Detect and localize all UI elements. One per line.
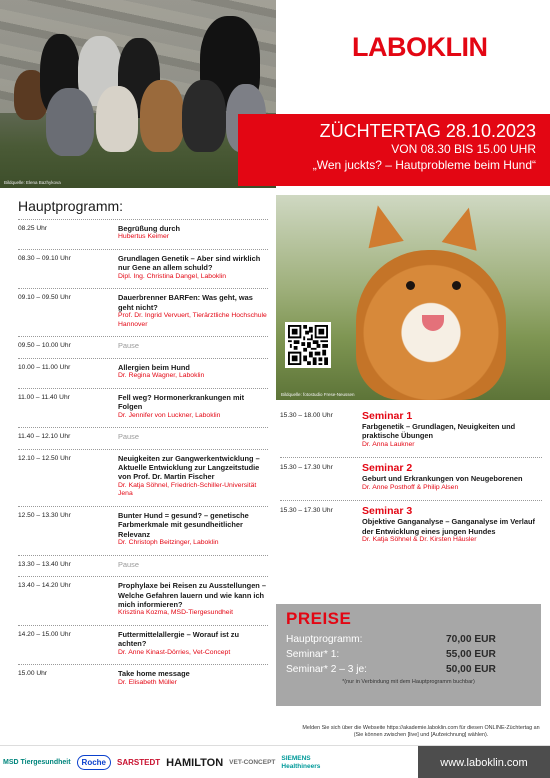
row-speaker: Dr. Katja Söhnel, Friedrich-Schiller-Universität Jena bbox=[118, 481, 257, 498]
row-time: 13.30 – 13.40 Uhr bbox=[18, 560, 71, 568]
row-time: 13.40 – 14.20 Uhr bbox=[18, 582, 71, 590]
schedule-row-pause bbox=[18, 555, 268, 576]
schedule-row bbox=[18, 219, 268, 249]
event-banner bbox=[238, 114, 550, 186]
footer bbox=[0, 745, 550, 778]
corgi-photo-credit: Bildquelle: fotostudio Frese-Neussen bbox=[281, 392, 355, 397]
row-speaker: Dr. Jennifer von Luckner, Laboklin bbox=[118, 411, 221, 419]
row-title: Allergien beim Hund bbox=[118, 362, 190, 372]
sponsor-roche-logo: Roche bbox=[77, 755, 111, 770]
dog-figure bbox=[182, 80, 226, 152]
row-title: Pause bbox=[118, 432, 139, 442]
seminar-title: Geburt und Erkrankungen von Neugeborenen bbox=[362, 474, 523, 484]
dog-figure bbox=[140, 80, 184, 152]
registration-note: Melden Sie sich über die Webseite https://akademie.laboklin.com für diesen ONLINE-Züchtertag an (Sie können zwischen [live] und [Aufzeichnung] wählen). bbox=[302, 725, 540, 738]
row-time: 09.50 – 10.00 Uhr bbox=[18, 342, 71, 350]
schedule-row-pause bbox=[18, 427, 268, 448]
row-time: 14.20 – 15.00 Uhr bbox=[18, 631, 71, 639]
row-title: Dauerbrenner BARFen: Was geht, was geht nicht? bbox=[118, 293, 253, 312]
row-time: 09.10 – 09.50 Uhr bbox=[18, 294, 71, 302]
row-title: Neuigkeiten zur Gangwerkentwicklung – Aktuelle Entwicklung zur Langzeitstudie von Prof. Dr. Martin Fischer bbox=[118, 453, 260, 482]
sponsor-hamilton-logo: HAMILTON bbox=[166, 756, 224, 769]
schedule-row bbox=[18, 388, 268, 427]
seminar-time: 15.30 – 17.30 Uhr bbox=[280, 507, 333, 515]
row-title: Begrüßung durch bbox=[118, 224, 180, 233]
event-time: VON 08.30 BIS 15.00 UHR bbox=[391, 142, 536, 156]
price-amount: 50,00 EUR bbox=[446, 664, 496, 675]
row-title: Fell weg? Hormonerkrankungen mit Folgen bbox=[118, 392, 245, 412]
corgi-photo bbox=[276, 195, 550, 400]
schedule-row-pause bbox=[18, 336, 268, 357]
program-schedule bbox=[18, 219, 268, 694]
seminar-time: 15.30 – 17.30 Uhr bbox=[280, 464, 333, 472]
sponsor-msd-logo: MSD Tiergesundheit bbox=[3, 759, 71, 766]
row-time: 08.25 Uhr bbox=[18, 225, 47, 232]
seminar-speaker: Dr. Anne Posthoff & Philip Alsen bbox=[362, 483, 459, 491]
qr-code[interactable] bbox=[285, 322, 331, 368]
seminar-speaker: Dr. Anna Laukner bbox=[362, 440, 415, 448]
event-title: ZÜCHTERTAG 28.10.2023 bbox=[319, 121, 536, 141]
row-title: Pause bbox=[118, 559, 139, 569]
sponsor-vetconcept-logo: VET-CONCEPT bbox=[229, 759, 276, 766]
row-title: Futtermittelallergie – Worauf ist zu achten? bbox=[118, 630, 240, 649]
sponsor-logos bbox=[3, 746, 415, 778]
prices-panel bbox=[276, 604, 541, 706]
price-amount: 70,00 EUR bbox=[446, 634, 496, 645]
seminar-label: Seminar 1 bbox=[362, 410, 413, 422]
row-title: Bunter Hund = gesund? – genetische Farbmerkmale mit gesundheitlicher Relevanz bbox=[118, 511, 249, 539]
row-time: 08.30 – 09.10 Uhr bbox=[18, 255, 71, 262]
row-speaker: Dr. Regina Wagner, Laboklin bbox=[118, 372, 205, 380]
sponsor-sarstedt-logo: SARSTEDT bbox=[117, 758, 161, 767]
header-photo-dogs bbox=[0, 0, 276, 188]
schedule-row bbox=[18, 449, 268, 506]
row-time: 11.00 – 11.40 Uhr bbox=[18, 393, 70, 401]
program-heading: Hauptprogramm: bbox=[18, 198, 124, 214]
row-title: Take home message bbox=[118, 669, 190, 679]
event-topic: „Wen juckts? – Hautprobleme beim Hund“ bbox=[312, 158, 536, 172]
row-time: 11.40 – 12.10 Uhr bbox=[18, 433, 71, 441]
schedule-row bbox=[18, 358, 268, 388]
corgi-ear bbox=[442, 203, 487, 251]
qr-code-icon bbox=[288, 325, 328, 365]
row-speaker: Krisztina Kozma, MSD-Tiergesundheit bbox=[118, 609, 233, 617]
schedule-row bbox=[18, 249, 268, 288]
row-speaker: Dr. Anne Kinast-Dörries, Vet-Concept bbox=[118, 648, 231, 656]
row-time: 12.50 – 13.30 Uhr bbox=[18, 512, 71, 520]
dog-figure bbox=[96, 86, 138, 152]
row-time: 10.00 – 11.00 Uhr bbox=[18, 363, 71, 371]
row-time: 12.10 – 12.50 Uhr bbox=[18, 454, 71, 462]
photo-credit: Bildquelle: Elena Bazhykova bbox=[4, 180, 61, 185]
price-label: Seminar* 2 – 3 je: bbox=[286, 664, 367, 675]
seminar-label: Seminar 2 bbox=[362, 462, 413, 475]
row-title: Grundlagen Genetik – Aber sind wirklich nur Gene an allem schuld? bbox=[118, 254, 261, 273]
price-label: Hauptprogramm: bbox=[286, 634, 363, 645]
seminar-item bbox=[280, 500, 542, 552]
schedule-row bbox=[18, 506, 268, 555]
prices-heading: PREISE bbox=[286, 609, 352, 628]
seminar-item bbox=[280, 457, 542, 500]
price-row bbox=[286, 647, 531, 662]
row-speaker: Hubertus Keimer bbox=[118, 233, 169, 241]
row-title: Prophylaxe bei Reisen zu Ausstellungen – Welche Gefahren lauern und wie kann ich mich informieren? bbox=[118, 581, 266, 610]
price-amount: 55,00 EUR bbox=[446, 649, 496, 660]
schedule-row bbox=[18, 288, 268, 336]
seminar-item bbox=[280, 406, 542, 457]
corgi-eye bbox=[406, 281, 415, 290]
schedule-row bbox=[18, 625, 268, 664]
row-title: Pause bbox=[118, 341, 139, 351]
price-row bbox=[286, 632, 531, 647]
row-speaker: Dr. Christoph Beitzinger, Laboklin bbox=[118, 539, 219, 547]
price-row bbox=[286, 662, 531, 677]
laboklin-logo: LABOKLIN bbox=[352, 32, 488, 62]
corgi-ear bbox=[360, 202, 404, 249]
corgi-eye bbox=[452, 281, 461, 290]
row-speaker: Dr. Elisabeth Müller bbox=[118, 678, 177, 686]
sponsor-siemens-logo: SIEMENS Healthineers bbox=[281, 754, 321, 770]
seminar-list bbox=[280, 406, 542, 553]
seminar-label: Seminar 3 bbox=[362, 505, 413, 518]
row-speaker: Prof. Dr. Ingrid Vervuert, Tierärztliche Hochschule Hannover bbox=[118, 312, 267, 328]
row-time: 15.00 Uhr bbox=[18, 670, 47, 678]
price-note: *(nur in Verbindung mit dem Hauptprogramm buchbar) bbox=[342, 679, 475, 685]
seminar-title: Farbgenetik – Grundlagen, Neuigkeiten und praktische Übungen bbox=[362, 422, 516, 441]
dog-figure bbox=[46, 88, 94, 156]
schedule-row bbox=[18, 664, 268, 694]
row-speaker: Dipl. Ing. Christina Dangel, Laboklin bbox=[118, 272, 227, 280]
website-link[interactable]: www.laboklin.com bbox=[418, 746, 550, 778]
price-label: Seminar* 1: bbox=[286, 649, 340, 660]
schedule-row bbox=[18, 576, 268, 625]
seminar-title: Objektive Ganganalyse – Ganganalyse im Verlauf der Entwicklung eines jungen Hundes bbox=[362, 517, 535, 536]
seminar-time: 15.30 – 18.00 Uhr bbox=[280, 412, 333, 419]
seminar-speaker: Dr. Katja Söhnel & Dr. Kirsten Häusler bbox=[362, 536, 477, 544]
